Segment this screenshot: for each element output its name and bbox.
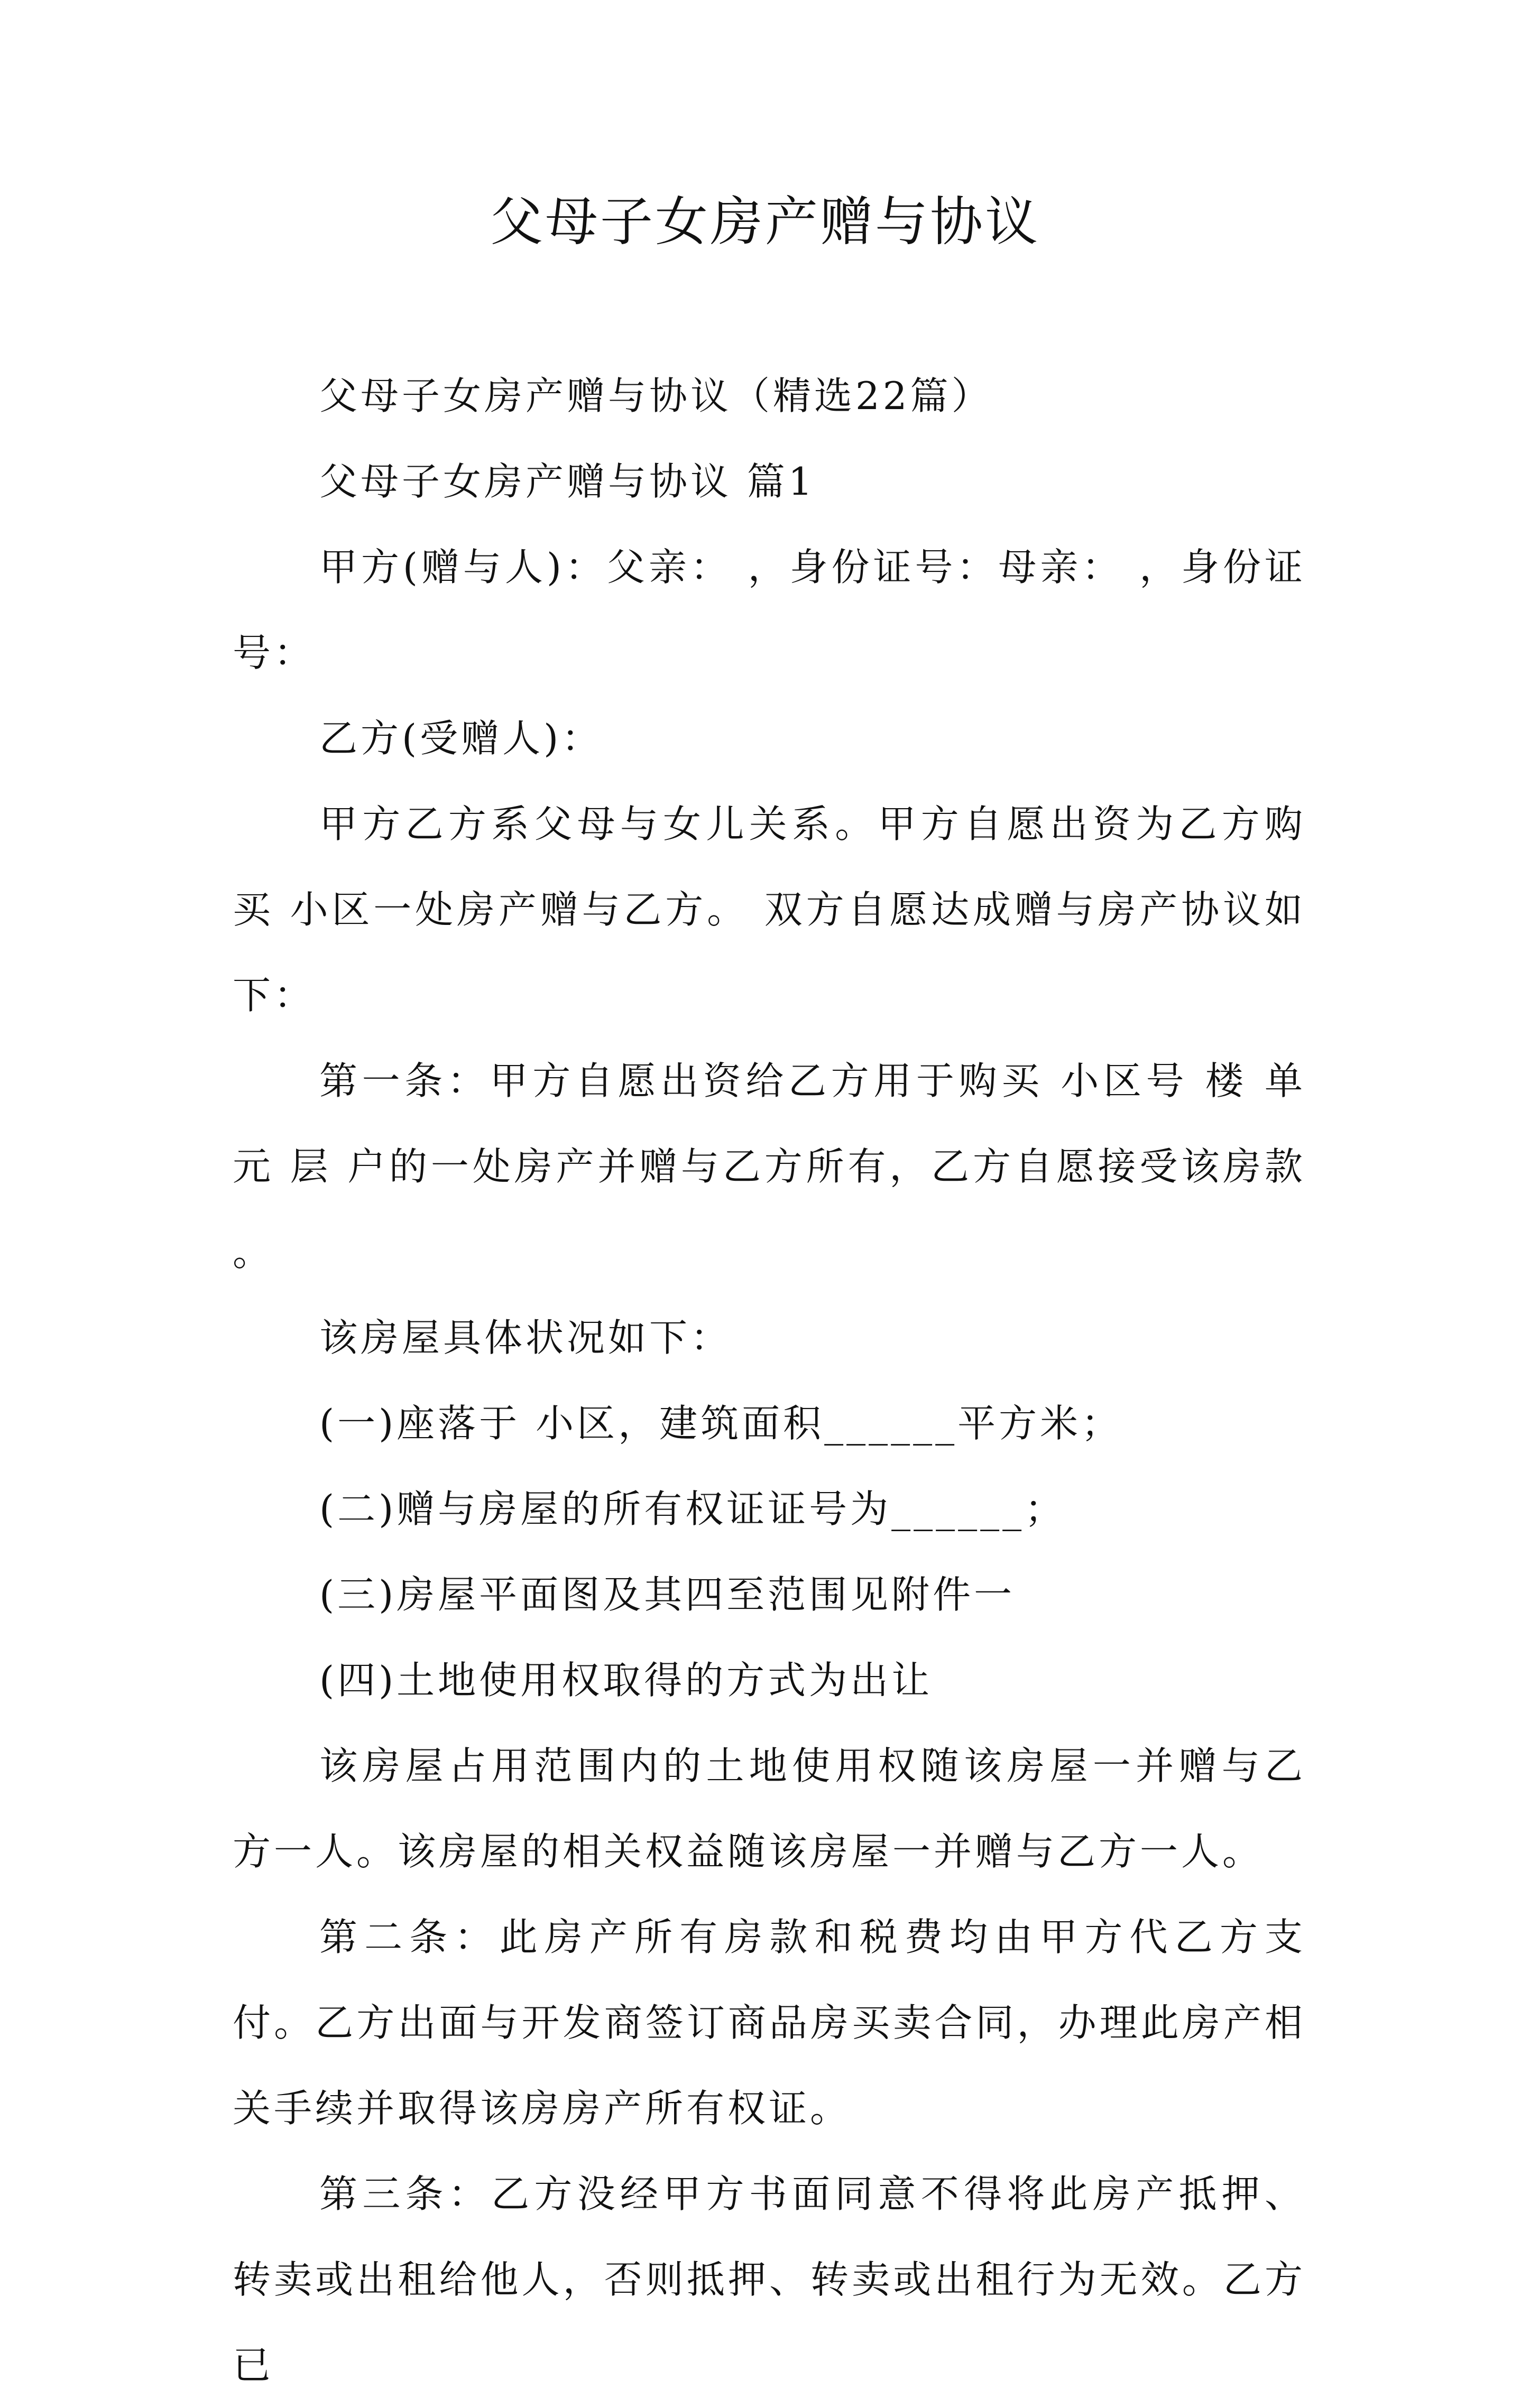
document-body bbox=[233, 353, 1306, 2408]
paragraph-item-1: (一)座落于 小区，建筑面积______平方米； bbox=[319, 1401, 1123, 1446]
document-title: 父母子女房产赠与协议 bbox=[490, 191, 1040, 253]
paragraph-article-2: 第二条：此房产所有房款和税费均由甲方代乙方支付。乙方出面与开发商签订商品房买卖合同，办理此房产相关手续并取得该房房产所有权证。 bbox=[233, 1915, 1306, 2131]
paragraph-chapter-heading: 父母子女房产赠与协议 篇1 bbox=[319, 459, 816, 504]
paragraph-item-2: (二)赠与房屋的所有权证证号为______； bbox=[319, 1487, 1066, 1531]
paragraph-article-1: 第一条：甲方自愿出资给乙方用于购买 小区号 楼 单元 层 户的一处房产并赠与乙方所有，乙方自愿接受该房款 。 bbox=[233, 1059, 1306, 1274]
paragraph-subtitle: 父母子女房产赠与协议（精选22篇） bbox=[319, 374, 993, 418]
paragraph-item-3: (三)房屋平面图及其四至范围见附件一 bbox=[319, 1572, 1016, 1617]
paragraph-relationship: 甲方乙方系父母与女儿关系。甲方自愿出资为乙方购买 小区一处房产赠与乙方。 双方自愿达成赠与房产协议如下： bbox=[233, 802, 1306, 1017]
paragraph-article-3: 第三条：乙方没经甲方书面同意不得将此房产抵押、转卖或出租给他人，否则抵押、转卖或出租行为无效。乙方已 bbox=[233, 2172, 1306, 2387]
paragraph-land-use: 该房屋占用范围内的土地使用权随该房屋一并赠与乙方一人。该房屋的相关权益随该房屋一并赠与乙方一人。 bbox=[233, 1744, 1306, 1874]
paragraph-party-b: 乙方(受赠人)： bbox=[319, 716, 603, 761]
paragraph-party-a: 甲方(赠与人)：父亲： ，身份证号：母亲： ，身份证号： bbox=[233, 545, 1306, 675]
paragraph-item-4: (四)土地使用权取得的方式为出让 bbox=[319, 1658, 933, 1702]
paragraph-house-status: 该房屋具体状况如下： bbox=[319, 1316, 732, 1360]
